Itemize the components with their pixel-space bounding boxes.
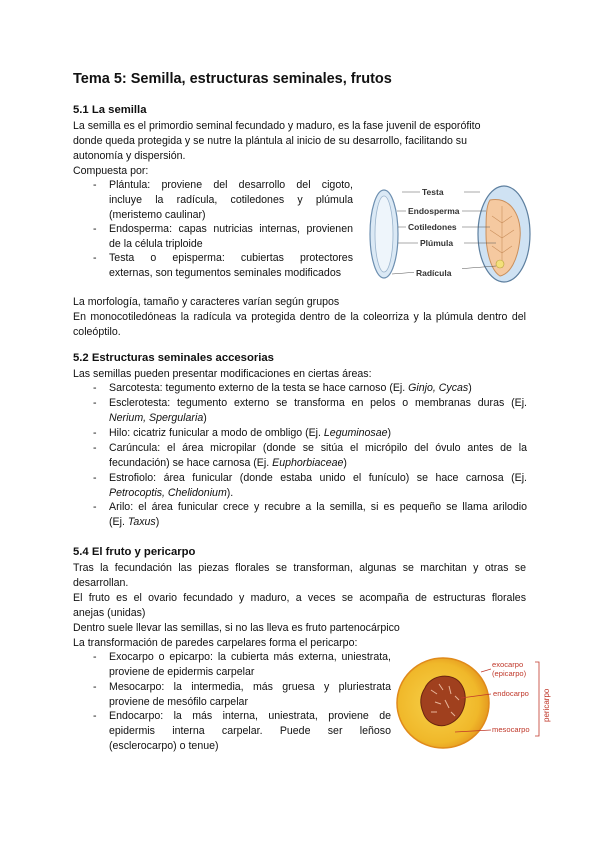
list-item-line: Endocarpo: la más interna, uniestrata, proviene de	[109, 710, 391, 722]
section-heading-5-4: 5.4 El fruto y pericarpo	[73, 546, 196, 558]
label-endosperma: Endosperma	[408, 206, 460, 216]
text-span: (Ej.	[109, 515, 128, 528]
species-name: Taxus	[127, 515, 156, 528]
label-plumula: Plúmula	[420, 238, 454, 248]
seed-diagram	[362, 178, 532, 294]
list-dash: -	[93, 179, 97, 191]
text-span: fecundación) se hace carnosa (Ej.	[109, 456, 273, 469]
label-endocarpo: endocarpo	[493, 689, 529, 698]
list-dash: -	[93, 501, 97, 513]
leader-line-exocarp	[481, 669, 491, 672]
list-item-line: Arilo: el área funicular crece y recubre a la semilla, si es pequeño se llama arilodio	[109, 501, 527, 513]
species-name: Petrocoptis, Chelidonium	[109, 486, 227, 499]
list-item-line: incluye la radícula, cotiledones y plúmula	[109, 193, 353, 206]
label-mesocarpo: mesocarpo	[492, 725, 530, 734]
species-name: Nerium, Spergularia	[109, 411, 204, 424]
paragraph-line: donde queda protegida y se nutre la plántula al inicio de su desarrollo, facilitando su	[73, 135, 467, 147]
list-item-line: Endosperma: capas nutricias internas, provienen	[109, 223, 353, 235]
paragraph-line: En monocotiledóneas la radícula va protegida dentro de la coleorriza y la plúmula dentro del	[73, 311, 526, 323]
paragraph-line: Tras la fecundación las piezas florales se transforman, algunas se marchitan y otras se	[73, 562, 526, 574]
list-dash: -	[93, 681, 97, 693]
label-pericarpo: pericarpo	[542, 688, 551, 722]
text-span: )	[203, 411, 207, 424]
list-item-line: externas, son tegumentos seminales modificados	[109, 266, 342, 279]
text-span: Sarcotesta: tegumento externo de la testa se hace carnoso (Ej.	[109, 382, 409, 394]
text-span: )	[387, 427, 392, 439]
list-item-line: Testa o episperma: cubiertas protectores	[109, 252, 353, 264]
list-dash: -	[93, 382, 97, 394]
paragraph-line: anejas (unidas)	[73, 607, 146, 619]
section-heading-5-1: 5.1 La semilla	[73, 104, 147, 116]
list-item-line: Carúncula: el área micropilar (donde se sitúa el micrópilo del óvulo antes de la	[109, 442, 527, 454]
paragraph-line: El fruto es el ovario fecundado y maduro, a veces se acompaña de estructuras florales	[73, 592, 526, 604]
list-item-line: epidermis interna carpelar. Puede ser leñoso	[109, 724, 391, 737]
list-item-line: Exocarpo o epicarpo: la cubierta más externa, uniestrata,	[109, 651, 391, 663]
paragraph-line: La morfología, tamaño y caracteres varían según grupos	[73, 296, 340, 308]
list-dash: -	[93, 472, 97, 484]
list-dash: -	[93, 397, 97, 409]
radicle-tip	[496, 260, 504, 268]
label-testa: Testa	[422, 187, 444, 197]
paragraph-line: desarrollan.	[73, 577, 129, 589]
text-span: )	[468, 382, 472, 394]
paragraph-line: Dentro suele llevar las semillas, si no las lleva es fruto partenocárpico	[73, 622, 400, 634]
paragraph-line: coleóptilo.	[73, 326, 121, 338]
page-title: Tema 5: Semilla, estructuras seminales, frutos	[73, 71, 392, 87]
list-dash: -	[93, 442, 97, 454]
list-dash: -	[93, 651, 97, 663]
text-span: )	[343, 456, 347, 469]
list-item-line: (esclerocarpo) o tenue)	[109, 739, 219, 752]
text-span: ).	[226, 486, 234, 499]
paragraph-line: Compuesta por:	[73, 165, 149, 177]
label-cotiledones: Cotiledones	[408, 222, 457, 232]
text-span: )	[155, 515, 160, 528]
section-heading-5-2: 5.2 Estructuras seminales accesorias	[73, 352, 274, 364]
list-item-line: de la célula triploide	[109, 237, 203, 250]
list-item-line: (meristemo caulinar)	[109, 208, 206, 221]
fruit-diagram	[395, 650, 555, 752]
seed-endosperm-left	[375, 196, 393, 272]
paragraph-line: autonomía y dispersión.	[73, 150, 186, 162]
species-name: Ginjo, Cycas	[408, 382, 469, 394]
text-span: Hilo: cicatriz funicular a modo de ombligo (Ej.	[109, 427, 324, 439]
label-exocarpo: exocarpo	[492, 660, 524, 669]
list-item-line: Plántula: proviene del desarrollo del cigoto,	[109, 179, 353, 191]
list-item-line: Mesocarpo: la intermedia, más gruesa y pluriestrata	[109, 681, 391, 693]
list-item-line: proviene de epidermis carpelar	[109, 665, 255, 678]
list-item-line: proviene de mesófilo carpelar	[109, 695, 248, 708]
list-dash: -	[93, 223, 97, 235]
list-item-line: Esclerotesta: tegumento externo se transforma en pelos o membranas duras (Ej.	[109, 397, 527, 409]
list-dash: -	[93, 710, 97, 722]
list-dash: -	[93, 427, 97, 439]
species-name: Euphorbiaceae	[272, 456, 344, 469]
paragraph-line: La semilla es el primordio seminal fecundado y maduro, es la fase juvenil de esporófito	[73, 120, 481, 132]
pericarp-bracket	[535, 662, 539, 736]
list-dash: -	[93, 252, 97, 264]
paragraph-line: Las semillas pueden presentar modificaciones en ciertas áreas:	[73, 368, 372, 380]
species-name: Leguminosae	[323, 427, 388, 439]
label-radicula: Radícula	[416, 268, 452, 278]
paragraph-line: La transformación de paredes carpelares forma el pericarpo:	[73, 637, 358, 649]
label-epicarpo: (epicarpo)	[492, 669, 527, 678]
list-item-line: Estrofiolo: área funicular (donde estaba unido el funículo) se hace carnosa (Ej.	[109, 472, 527, 484]
